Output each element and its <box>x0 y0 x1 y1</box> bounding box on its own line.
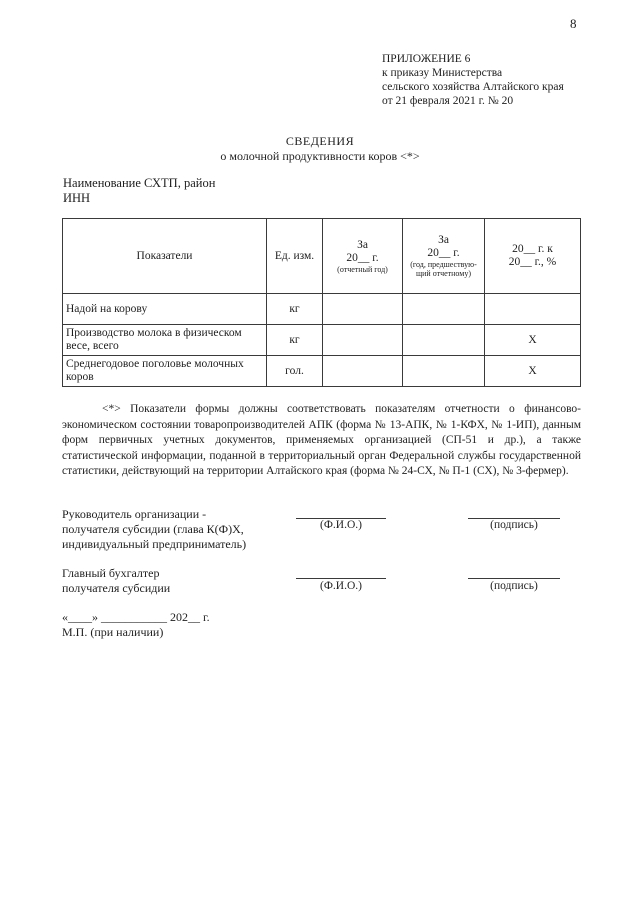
title-sub: о молочной продуктивности коров <*> <box>220 149 420 163</box>
stamp-note: М.П. (при наличии) <box>62 625 164 639</box>
appendix-order-line: к приказу Министерства <box>382 67 503 79</box>
header-indicator: Показатели <box>63 219 267 294</box>
row-previous-value[interactable] <box>403 356 485 387</box>
row-percent-value: X <box>485 325 581 356</box>
appendix-header <box>382 52 564 108</box>
row-percent-value: X <box>485 356 581 387</box>
row-unit: кг <box>267 325 323 356</box>
appendix-title: ПРИЛОЖЕНИЕ 6 <box>382 53 471 65</box>
accountant-signature-label <box>62 566 170 596</box>
header-unit: Ед. изм. <box>267 219 323 294</box>
row-current-value[interactable] <box>323 294 403 325</box>
header-current-note: (отчетный год) <box>337 264 388 274</box>
head-label-line3: индивидуальный предприниматель) <box>62 537 247 551</box>
date-line[interactable]: «____» ___________ 202__ г. <box>62 610 210 624</box>
organization-fields <box>63 176 215 206</box>
row-indicator: Среднегодовое поголовье молочных коров <box>63 356 267 387</box>
row-percent-value[interactable] <box>485 294 581 325</box>
row-indicator: Надой на корову <box>63 294 267 325</box>
head-label-line1: Руководитель организации - <box>62 507 207 521</box>
productivity-table <box>62 218 581 387</box>
accountant-fio-line[interactable] <box>296 578 386 579</box>
appendix-date-line: от 21 февраля 2021 г. № 20 <box>382 95 514 107</box>
inn-label: ИНН <box>63 191 91 205</box>
row-indicator: Производство молока в физическом весе, всего <box>63 325 267 356</box>
appendix-ministry-line: сельского хозяйства Алтайского края <box>382 81 564 93</box>
head-label-line2: получателя субсидии (глава К(Ф)Х, <box>62 522 244 536</box>
header-previous-note: (год, предшествую- щий отчетному) <box>410 260 477 278</box>
row-unit: гол. <box>267 356 323 387</box>
row-current-value[interactable] <box>323 356 403 387</box>
accountant-fio-caption: (Ф.И.О.) <box>320 580 362 592</box>
row-current-value[interactable] <box>323 325 403 356</box>
table-row <box>63 294 581 325</box>
accountant-label-line2: получателя субсидии <box>62 581 171 595</box>
header-previous-line1: За <box>438 234 449 246</box>
row-unit: кг <box>267 294 323 325</box>
header-current-line1: За <box>357 238 368 251</box>
accountant-signature-line[interactable] <box>468 578 560 579</box>
table-row <box>63 356 581 387</box>
header-previous-year <box>403 219 485 294</box>
page-number: 8 <box>570 16 577 31</box>
header-current-year <box>323 219 403 294</box>
header-current-line2: 20__ г. <box>346 251 379 264</box>
header-percent-line1: 20__ г. к <box>512 243 553 255</box>
row-previous-value[interactable] <box>403 325 485 356</box>
accountant-signature-caption: (подпись) <box>490 580 538 592</box>
row-previous-value[interactable] <box>403 294 485 325</box>
table-row <box>63 325 581 356</box>
footnote: <*> Показатели формы должны соответствовать показателям отчетности о финансово-экономическом состоянии товаропроизводителей АПК (форма № 13-АПК, № 1-КФХ, № 1-ИП), данным форм первичных учетных документов, применяемых организацией (СП-51 и др.), а также статистической информации, поданной в территориальный орган Федеральной службы государственной статистики, действующий на территории Алтайского края (форма № 24-СХ, № П-1 (СХ), № 3-фермер). <box>62 403 581 477</box>
header-percent <box>485 219 581 294</box>
head-signature-caption: (подпись) <box>490 519 538 531</box>
header-previous-line2: 20__ г. <box>427 247 460 259</box>
title-main: СВЕДЕНИЯ <box>285 134 355 148</box>
org-name-label: Наименование СХТП, район <box>63 176 216 190</box>
header-percent-line2: 20__ г., % <box>508 256 557 268</box>
document-title <box>0 134 640 164</box>
head-signature-label <box>62 507 246 552</box>
table-header-row <box>63 219 581 294</box>
head-fio-caption: (Ф.И.О.) <box>320 519 362 531</box>
accountant-label-line1: Главный бухгалтер <box>62 566 160 580</box>
